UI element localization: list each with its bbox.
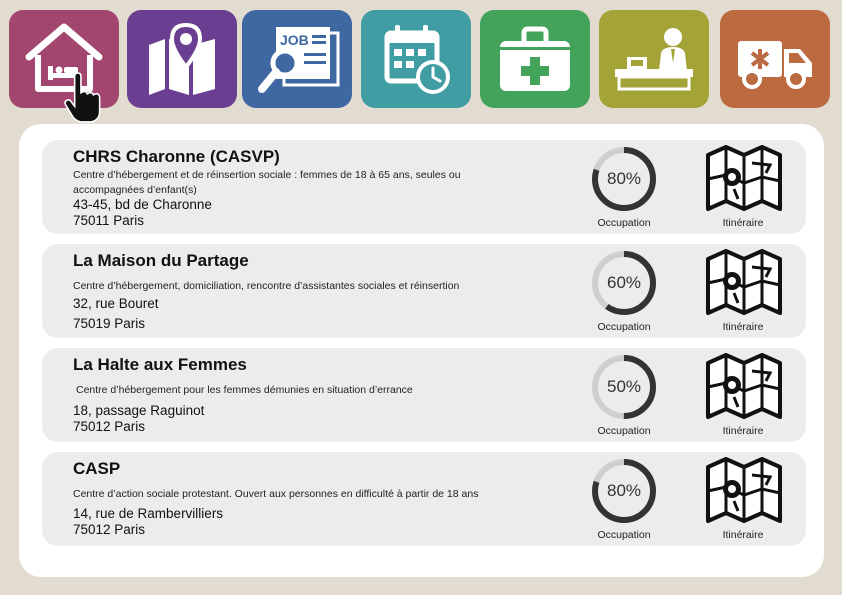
category-reception-button[interactable] <box>599 10 709 108</box>
center-description: Centre d’hébergement, domiciliation, rencontre d’assistantes sociales et réinsertion <box>73 280 460 292</box>
map-pin-icon <box>704 143 784 213</box>
itinerary-label[interactable]: Itinéraire <box>722 321 764 333</box>
map-pin-icon <box>704 351 784 421</box>
hand-pointer-icon <box>61 72 105 124</box>
category-bar <box>0 0 842 118</box>
occupancy-gauge <box>590 145 658 213</box>
center-address-city: 75012 Paris <box>73 522 146 537</box>
center-address-street: 32, rue Bouret <box>73 296 159 311</box>
occupancy-gauge <box>590 353 658 421</box>
center-address-city: 75019 Paris <box>73 316 146 331</box>
map-pin-icon <box>704 455 784 525</box>
svg-text:JOB: JOB <box>280 32 309 48</box>
center-address-city: 75011 Paris <box>73 213 145 228</box>
center-name: CASP <box>73 459 121 478</box>
center-name: La Halte aux Femmes <box>73 355 247 374</box>
occupancy-label: Occupation <box>597 529 651 541</box>
center-name: CHRS Charonne (CASVP) <box>73 147 280 166</box>
itinerary-label[interactable]: Itinéraire <box>722 529 764 541</box>
itinerary-label[interactable]: Itinéraire <box>722 425 764 437</box>
map-pin-icon <box>139 19 225 99</box>
center-address-street: 43-45, bd de Charonne <box>73 197 212 212</box>
ambulance-icon <box>732 19 818 99</box>
occupancy-value: 80% <box>606 481 642 500</box>
occupancy-value: 80% <box>606 169 642 188</box>
category-health-button[interactable] <box>480 10 590 108</box>
center-card[interactable] <box>42 244 806 338</box>
center-description: Centre d’action sociale protestant. Ouvert aux personnes en difficulté à partir de 18 ans <box>73 488 479 500</box>
itinerary-map-icon[interactable] <box>704 143 784 213</box>
center-name: La Maison du Partage <box>73 251 249 270</box>
center-card[interactable] <box>42 140 806 234</box>
center-address-city: 75012 Paris <box>73 419 146 434</box>
center-card[interactable] <box>42 452 806 546</box>
calendar-clock-icon <box>373 19 459 99</box>
occupancy-label: Occupation <box>597 425 651 437</box>
center-address-street: 14, rue de Rambervilliers <box>73 506 224 521</box>
occupancy-gauge <box>590 457 658 525</box>
occupancy-value: 50% <box>606 377 642 396</box>
center-address-street: 18, passage Raguinot <box>73 403 205 418</box>
category-calendar-button[interactable] <box>361 10 471 108</box>
occupancy-label: Occupation <box>597 217 651 229</box>
center-description: Centre d’hébergement pour les femmes démunies en situation d’errance <box>76 384 413 396</box>
category-job-button[interactable] <box>242 10 352 108</box>
itinerary-map-icon[interactable] <box>704 455 784 525</box>
itinerary-map-icon[interactable] <box>704 351 784 421</box>
category-emergency-button[interactable] <box>720 10 830 108</box>
job-search-icon <box>254 19 340 99</box>
itinerary-map-icon[interactable] <box>704 247 784 317</box>
occupancy-value: 60% <box>606 273 642 292</box>
map-pin-icon <box>704 247 784 317</box>
category-housing-button[interactable] <box>9 10 119 108</box>
occupancy-label: Occupation <box>597 321 651 333</box>
reception-desk-icon <box>611 19 697 99</box>
occupancy-gauge <box>590 249 658 317</box>
center-description: Centre d’hébergement et de réinsertion sociale : femmes de 18 à 65 ans, seules ou accompagnées d’enfant(s) <box>73 169 461 196</box>
first-aid-kit-icon <box>492 19 578 99</box>
category-map-button[interactable] <box>127 10 237 108</box>
itinerary-label[interactable]: Itinéraire <box>722 217 764 229</box>
center-card[interactable] <box>42 348 806 442</box>
